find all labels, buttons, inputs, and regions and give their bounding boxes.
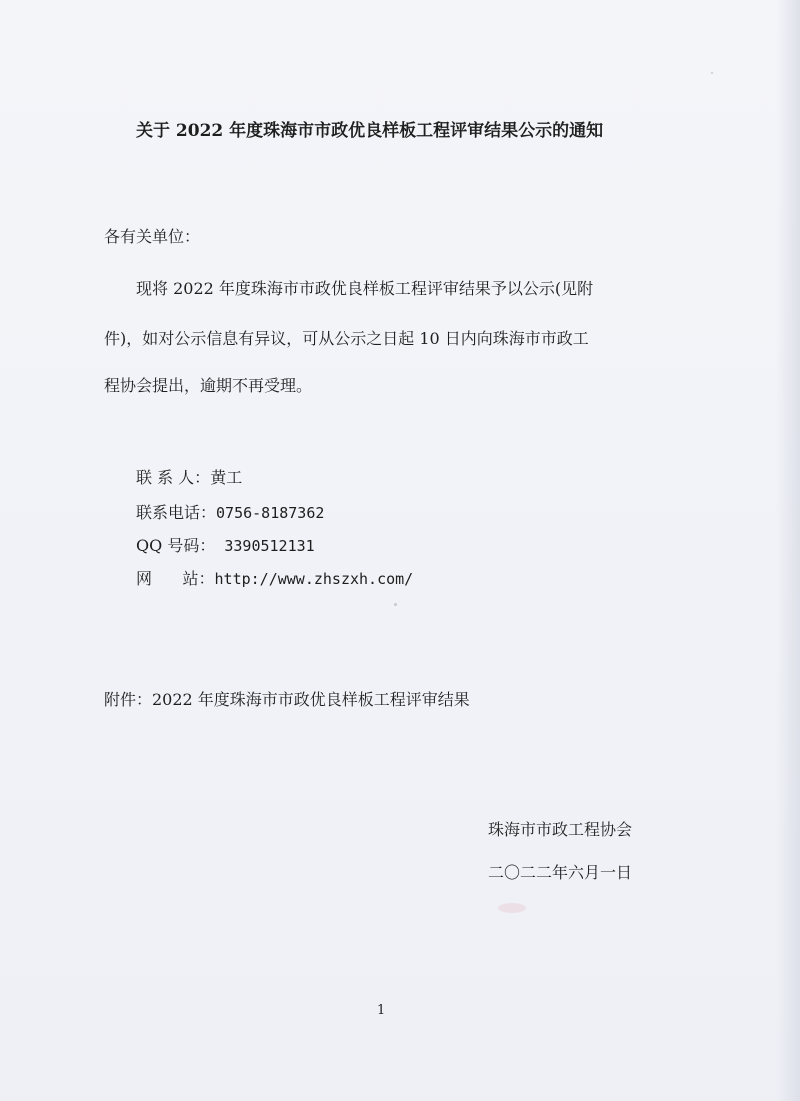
- page-number: 1: [377, 1003, 386, 1018]
- contact-qq-row: [136, 533, 315, 556]
- contact-qq-label: QQ 号码：: [136, 536, 216, 555]
- scan-speck: [394, 603, 397, 606]
- attachment-line: 附件：2022 年度珠海市市政优良样板工程评审结果: [104, 690, 470, 709]
- body-line-2: 件)，如对公示信息有异议，可从公示之日起 10 日内向珠海市市政工: [104, 329, 589, 348]
- scan-edge-shadow: [776, 0, 800, 1101]
- contact-phone-row: [136, 500, 324, 523]
- contact-website-row: [136, 566, 413, 589]
- contact-website-link[interactable]: http://www.zhszxh.com/: [214, 570, 414, 588]
- signature-organization: 珠海市市政工程协会: [488, 820, 633, 839]
- signature-date: 二〇二二年六月一日: [488, 863, 633, 882]
- contact-website-label: 网 站：: [136, 569, 215, 588]
- body-line-1: 现将 2022 年度珠海市市政优良样板工程评审结果予以公示(见附: [136, 279, 594, 298]
- contact-phone-value: 0756-8187362: [216, 504, 325, 522]
- salutation: 各有关单位：: [104, 227, 201, 246]
- notice-title: 关于 2022 年度珠海市市政优良样板工程评审结果公示的通知: [136, 121, 604, 141]
- contact-qq-value: 3390512131: [215, 537, 315, 555]
- scan-speck: [711, 72, 713, 74]
- contact-phone-label: 联系电话：: [136, 503, 217, 522]
- ink-stain: [498, 903, 526, 913]
- contact-person-row: [136, 465, 242, 488]
- contact-person-value: 黄工: [210, 468, 243, 487]
- contact-person-label: 联 系 人：: [136, 468, 211, 487]
- body-line-3: 程协会提出，逾期不再受理。: [104, 376, 313, 395]
